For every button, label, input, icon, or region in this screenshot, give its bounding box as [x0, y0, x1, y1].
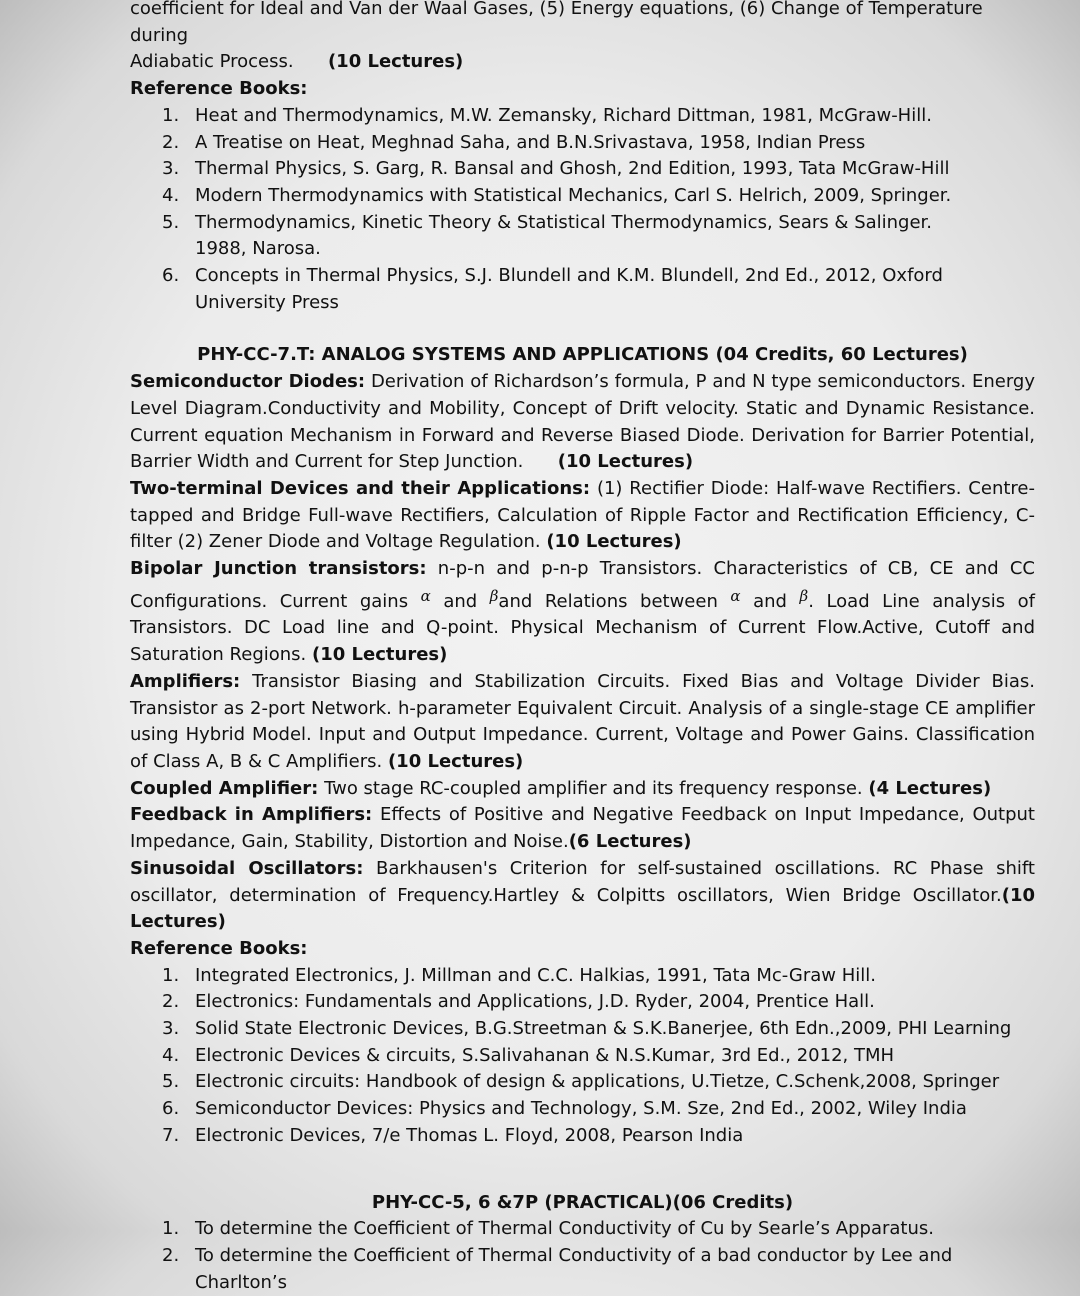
- list-item: 6. Semiconductor Devices: Physics and Technology, S.M. Sze, 2nd Ed., 2002, Wiley India: [162, 1098, 967, 1120]
- refs2-list: [130, 963, 1035, 1150]
- refs2-title: Reference Books:: [130, 937, 308, 959]
- list-item: 3. Solid State Electronic Devices, B.G.Streetman & S.K.Banerjee, 6th Edn.,2009, PHI Learning: [162, 1018, 1012, 1040]
- list-item: 5. Thermodynamics, Kinetic Theory & Statistical Thermodynamics, Sears & Salinger. 1988, Narosa.: [162, 211, 933, 260]
- refs1-list: [130, 103, 1035, 317]
- list-item: 2. Electronics: Fundamentals and Applications, J.D. Ryder, 2004, Prentice Hall.: [162, 991, 875, 1013]
- beta-symbol: β: [799, 586, 809, 605]
- list-item: 1. To determine the Coefficient of Thermal Conductivity of Cu by Searle’s Apparatus.: [162, 1218, 934, 1240]
- section-feedback: Feedback in Amplifiers: Effects of Positive and Negative Feedback on Input Impedance, Output Impedance, Gain, Stability, Distortion and Noise.(6 Lectures): [130, 804, 1035, 853]
- list-item: 6. Concepts in Thermal Physics, S.J. Blundell and K.M. Blundell, 2nd Ed., 2012, Oxford University Press: [162, 265, 943, 313]
- list-item: 1. Integrated Electronics, J. Millman and C.C. Halkias, 1991, Tata Mc-Graw Hill.: [162, 964, 877, 986]
- practical-heading: PHY-CC-5, 6 &7P (PRACTICAL)(06 Credits): [371, 1191, 794, 1213]
- practical-list: [130, 1216, 1035, 1296]
- list-item: 3. Thermal Physics, S. Garg, R. Bansal and Ghosh, 2nd Edition, 1993, Tata McGraw-Hill: [162, 158, 950, 180]
- intro-line-2: Adiabatic Process.: [130, 51, 294, 73]
- section-amplifiers: Amplifiers: Transistor Biasing and Stabilization Circuits. Fixed Bias and Voltage Divider Bias. Transistor as 2-port Network. h-parameter Equivalent Circuit. Analysis of a single-stage CE amplifier using Hybrid Model. Input and Output Impedance. Current, Voltage and Power Gains. Classification of Class A, B & C Amplifiers. (10 Lectures): [130, 670, 1035, 772]
- beta-symbol: β: [489, 586, 499, 605]
- section-two-terminal: Two-terminal Devices and their Applications: (1) Rectifier Diode: Half-wave Rectifiers. Centre-tapped and Bridge Full-wave Rectifiers, Calculation of Ripple Factor and Rectification Efficiency, C-filter (2) Zener Diode and Voltage Regulation. (10 Lectures): [130, 477, 1035, 553]
- section-bjt: Bipolar Junction transistors: n-p-n and p-n-p Transistors. Characteristics of CB, CE and CC Configurations. Current gains $^\alpha$ and $^\beta$and Relations between $^\alpha$ and $^\beta$. Load Line analysis of Transistors. DC Load line and Q-point. Physical Mechanism of Current Flow.Active, Cutoff and Saturation Regions. (10 Lectures): [130, 558, 1035, 666]
- section-oscillators: Sinusoidal Oscillators: Barkhausen's Criterion for self-sustained oscillations. RC Phase shift oscillator, determination of Frequency.Hartley & Colpitts oscillators, Wien Bridge Oscillator.(10 Lectures): [130, 857, 1035, 933]
- intro-lectures: (10 Lectures): [327, 51, 464, 73]
- list-item: 4. Electronic Devices & circuits, S.Salivahanan & N.S.Kumar, 3rd Ed., 2012, TMH: [162, 1044, 895, 1066]
- section-diodes: Semiconductor Diodes: Derivation of Richardson’s formula, P and N type semiconductors. Energy Level Diagram.Conductivity and Mobility, Concept of Drift velocity. Static and Dynamic Resistance. Current equation Mechanism in Forward and Reverse Biased Diode. Derivation for Barrier Potential, Barrier Width and Current for Step Junction. (10 Lectures): [130, 371, 1035, 473]
- document-page: [130, 0, 1035, 1296]
- list-item: 5. Electronic circuits: Handbook of design & applications, U.Tietze, C.Schenk,2008, Springer: [162, 1071, 1000, 1093]
- list-item: 7. Electronic Devices, 7/e Thomas L. Floyd, 2008, Pearson India: [162, 1124, 744, 1146]
- alpha-symbol: α: [730, 586, 741, 605]
- list-item: 2. A Treatise on Heat, Meghnad Saha, and B.N.Srivastava, 1958, Indian Press: [162, 131, 866, 153]
- intro-paragraph: [130, 0, 1035, 76]
- list-item: 2. To determine the Coefficient of Thermal Conductivity of a bad conductor by Lee and Charlton’s: [162, 1244, 953, 1293]
- list-item: 1. Heat and Thermodynamics, M.W. Zemansky, Richard Dittman, 1981, McGraw-Hill.: [162, 104, 932, 126]
- refs1-title: Reference Books:: [130, 78, 308, 100]
- intro-line-1: coefficient for Ideal and Van der Waal Gases, (5) Energy equations, (6) Change of Temperature during: [130, 0, 983, 46]
- alpha-symbol: α: [420, 586, 431, 605]
- section-coupled: Coupled Amplifier: Two stage RC-coupled amplifier and its frequency response. (4 Lectures): [130, 777, 992, 799]
- list-item: 4. Modern Thermodynamics with Statistical Mechanics, Carl S. Helrich, 2009, Springer.: [162, 184, 952, 206]
- course-heading: PHY-CC-7.T: ANALOG SYSTEMS AND APPLICATIONS (04 Credits, 60 Lectures): [197, 344, 968, 366]
